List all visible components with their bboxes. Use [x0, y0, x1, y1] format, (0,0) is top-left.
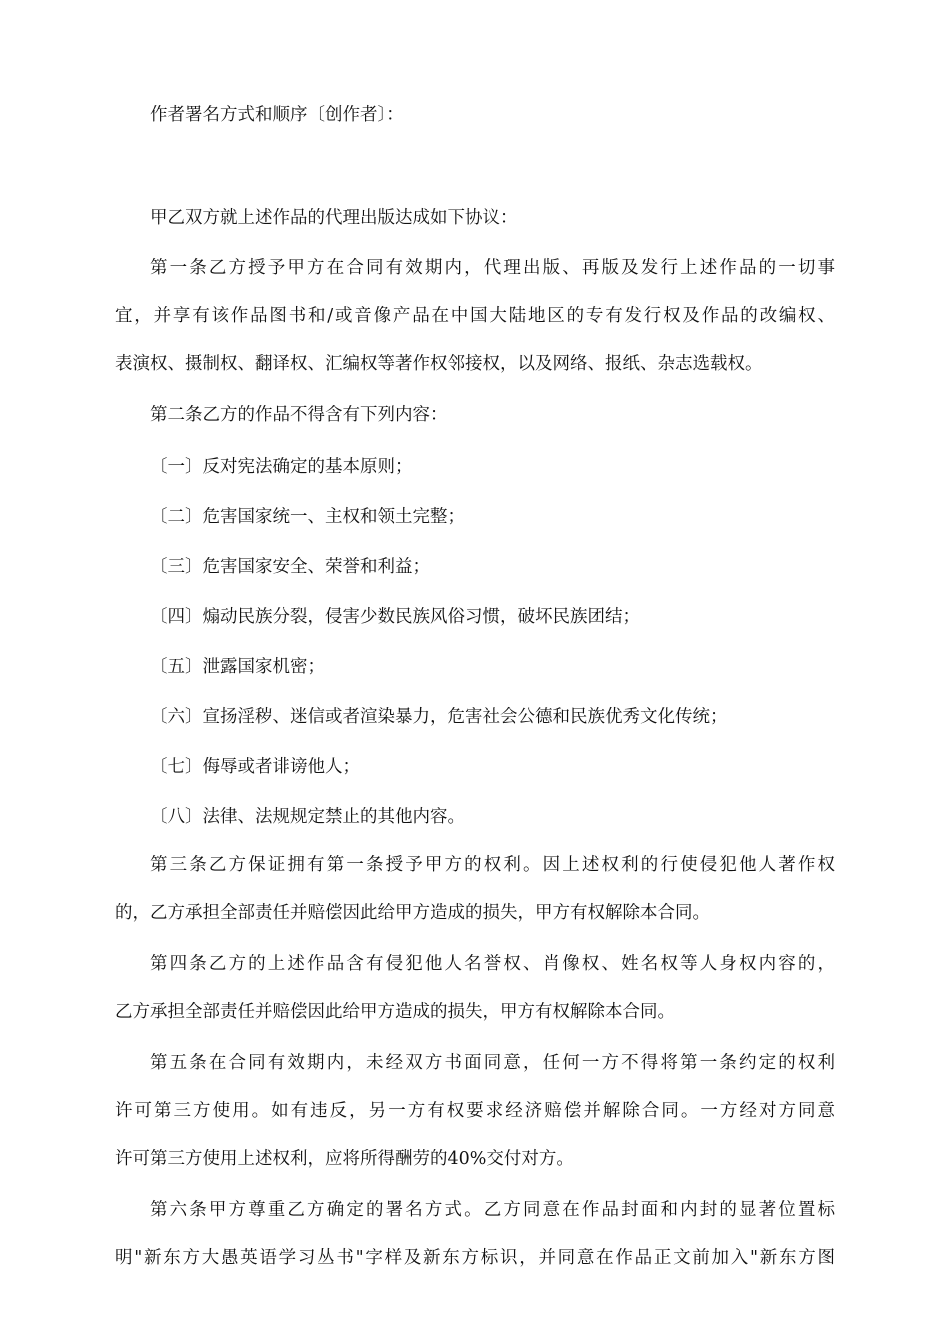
article-5-line-3: 许可第三方使用上述权利，应将所得酬劳的40%交付对方。	[115, 1149, 574, 1169]
article-3-line-2: 的，乙方承担全部责任并赔偿因此给甲方造成的损失，甲方有权解除本合同。	[115, 903, 710, 923]
article-1-line-3: 表演权、摄制权、翻译权、汇编权等著作权邻接权，以及网络、报纸、杂志选载权。	[115, 354, 763, 374]
author-signature-line: 作者署名方式和顺序〔创作者〕：	[150, 105, 404, 125]
prohibited-item-8: 〔八〕法律、法规规定禁止的其他内容。	[150, 807, 465, 827]
prohibited-item-7: 〔七〕侮辱或者诽谤他人；	[150, 757, 360, 777]
agreement-intro: 甲乙双方就上述作品的代理出版达成如下协议：	[150, 208, 518, 228]
article-1-line-2: 宜，并享有该作品图书和/或音像产品在中国大陆地区的专有发行权及作品的改编权、	[115, 306, 835, 326]
prohibited-item-5: 〔五〕泄露国家机密；	[150, 657, 325, 677]
prohibited-item-6: 〔六〕宣扬淫秽、迷信或者渲染暴力，危害社会公德和民族优秀文化传统；	[150, 707, 728, 727]
article-6-line-2: 明"新东方大愚英语学习丛书"字样及新东方标识，并同意在作品正文前加入"新东方图	[115, 1248, 835, 1268]
prohibited-item-3: 〔三〕危害国家安全、荣誉和利益；	[150, 557, 430, 577]
prohibited-item-4: 〔四〕煽动民族分裂，侵害少数民族风俗习惯，破坏民族团结；	[150, 607, 640, 627]
article-4-line-2: 乙方承担全部责任并赔偿因此给甲方造成的损失，甲方有权解除本合同。	[115, 1002, 675, 1022]
article-3-line-1: 第三条乙方保证拥有第一条授予甲方的权利。因上述权利的行使侵犯他人著作权	[150, 855, 835, 875]
prohibited-item-1: 〔一〕反对宪法确定的基本原则；	[150, 457, 413, 477]
prohibited-item-2: 〔二〕危害国家统一、主权和领土完整；	[150, 507, 465, 527]
article-5-line-1: 第五条在合同有效期内，未经双方书面同意，任何一方不得将第一条约定的权利	[150, 1053, 835, 1073]
article-6-line-1: 第六条甲方尊重乙方确定的署名方式。乙方同意在作品封面和内封的显著位置标	[150, 1200, 835, 1220]
article-1-line-1: 第一条乙方授予甲方在合同有效期内，代理出版、再版及发行上述作品的一切事	[150, 258, 835, 278]
article-4-line-1: 第四条乙方的上述作品含有侵犯他人名誉权、肖像权、姓名权等人身权内容的，	[150, 954, 835, 974]
article-5-line-2: 许可第三方使用。如有违反，另一方有权要求经济赔偿并解除合同。一方经对方同意	[115, 1101, 835, 1121]
article-2-heading: 第二条乙方的作品不得含有下列内容：	[150, 405, 448, 425]
